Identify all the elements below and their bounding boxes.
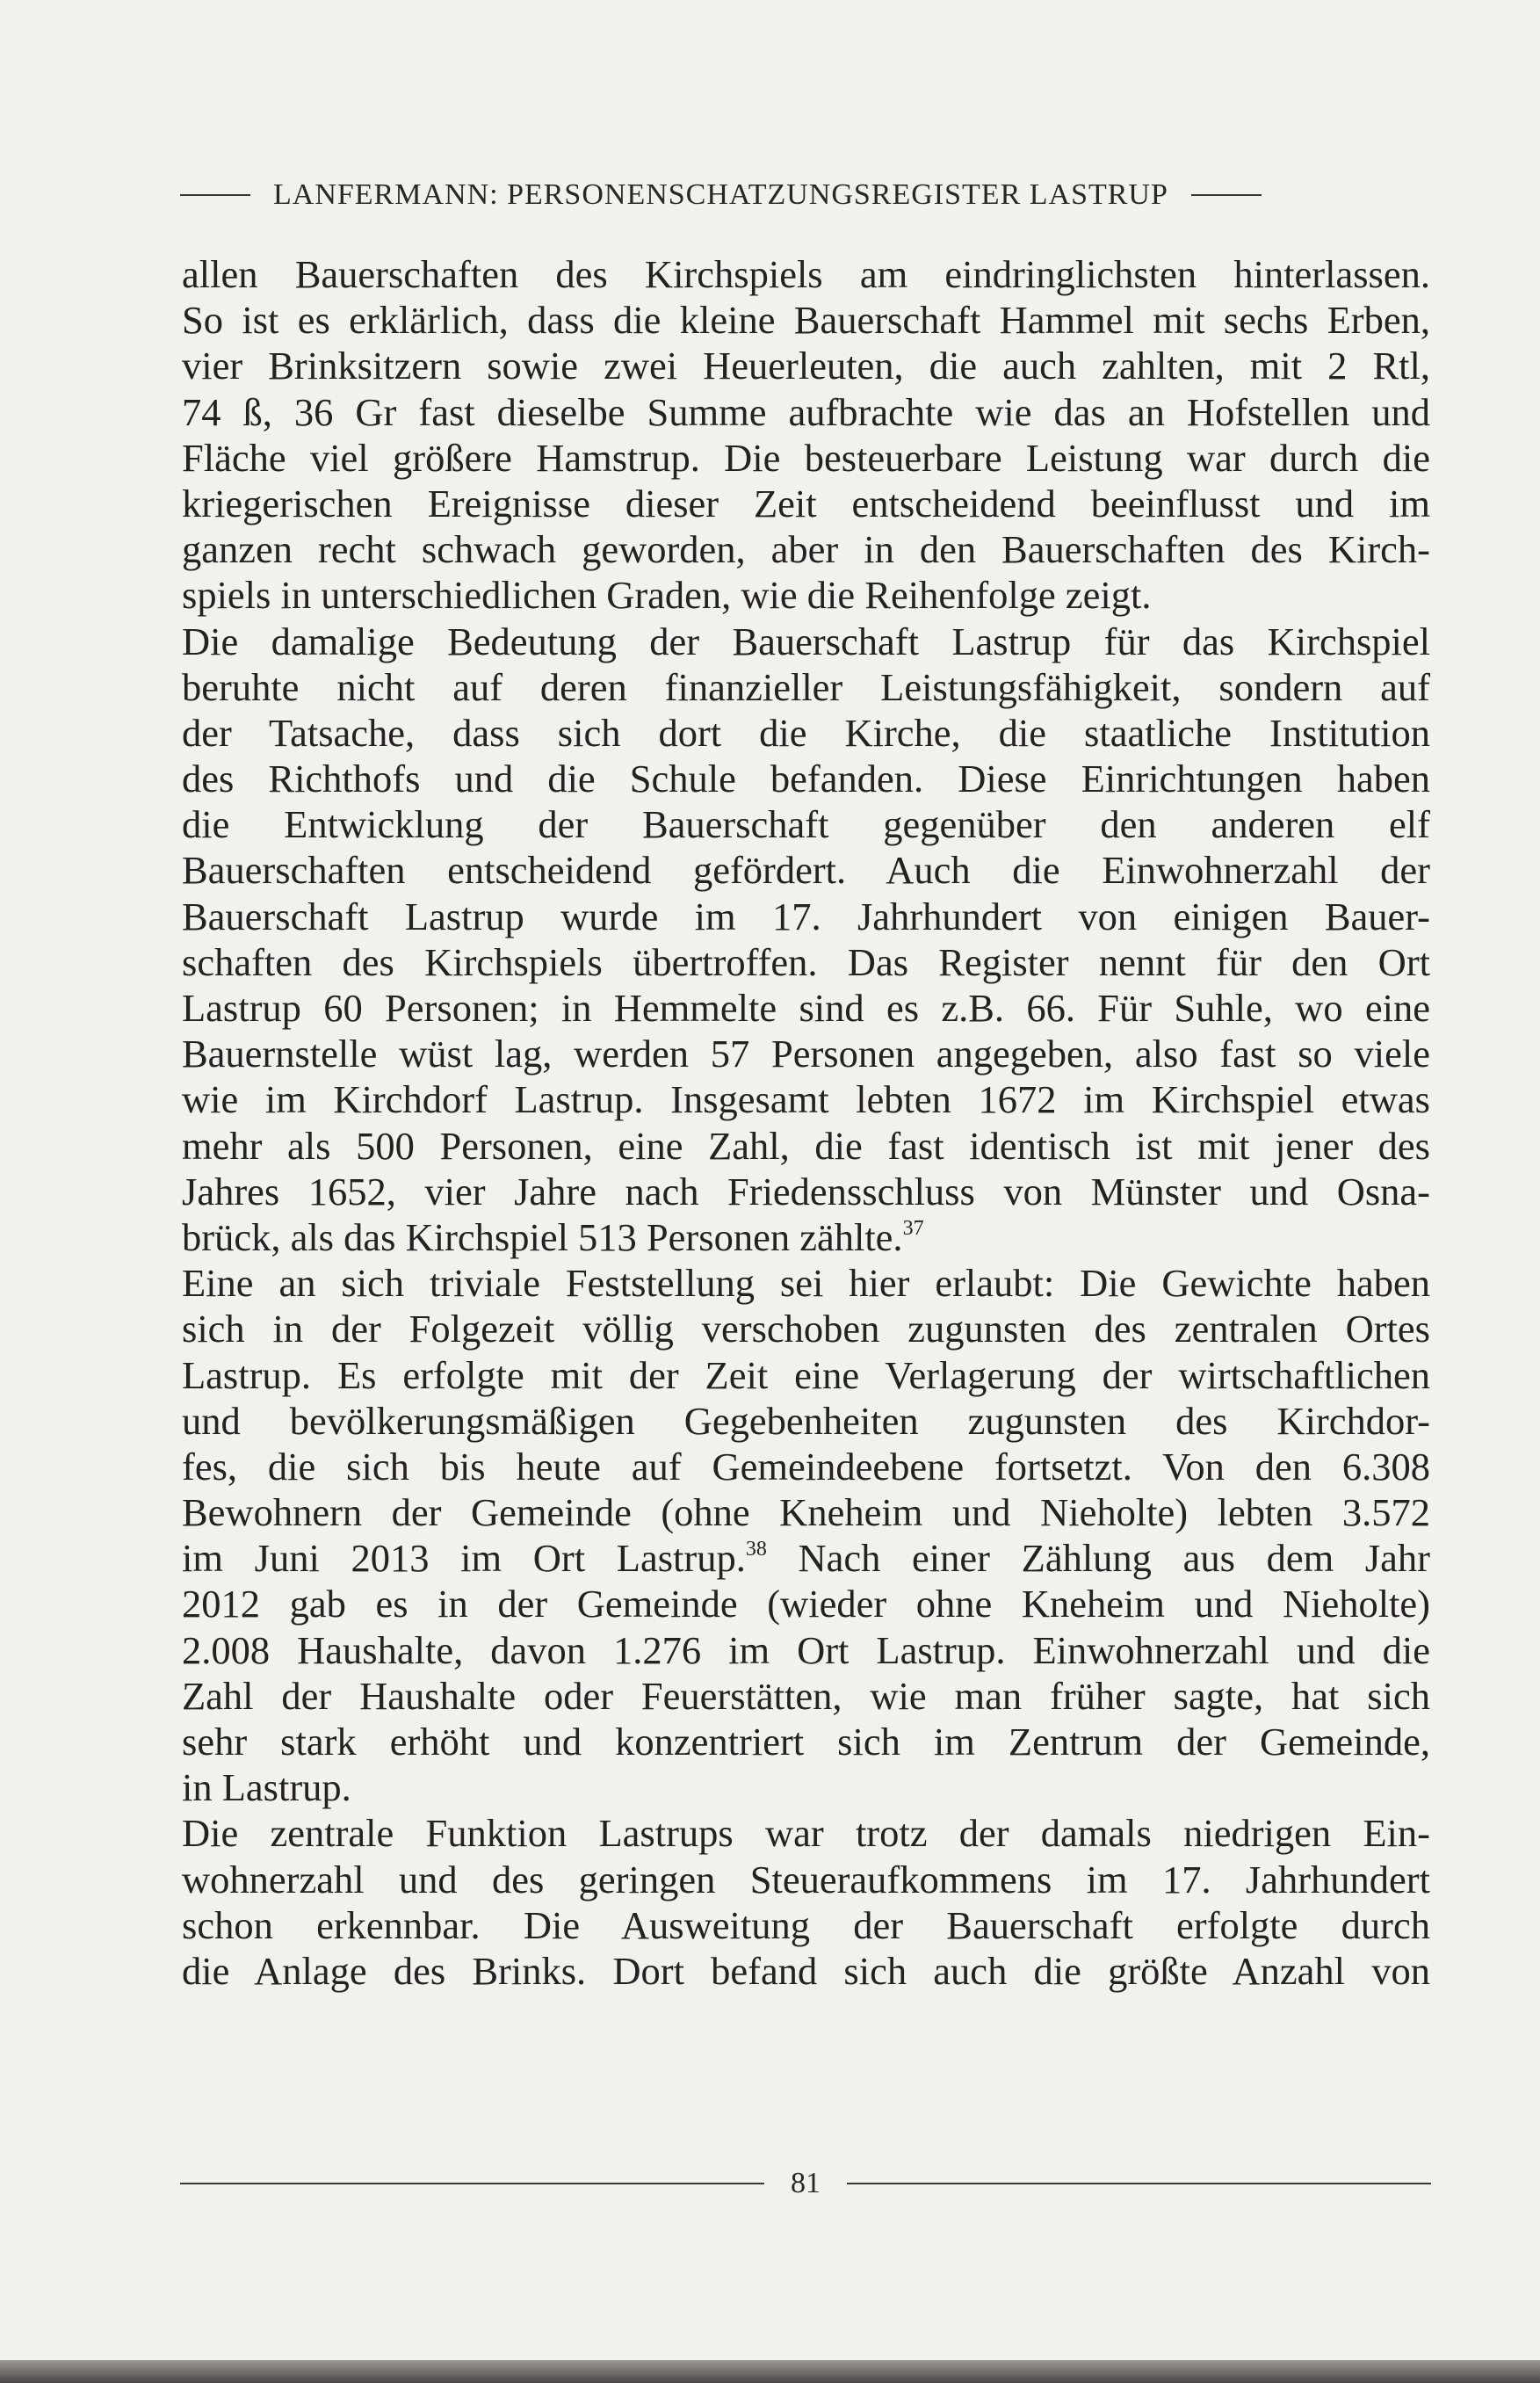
line-text: Bauerschaften entscheidend gefördert. Auch die Einwohnerzahl der	[182, 848, 1430, 893]
text-line	[182, 1902, 1430, 1948]
scan-bottom-edge	[0, 2360, 1540, 2383]
line-text: die Entwicklung der Bauerschaft gegenüber den anderen elf	[182, 802, 1430, 847]
line-text: die Anlage des Brinks. Dort befand sich auch die größte Anzahl von	[182, 1948, 1430, 1993]
line-text: Bauernstelle wüst lag, werden 57 Personen angegeben, also fast so viele	[182, 1032, 1430, 1076]
line-text: brück, als das Kirchspiel 513 Personen zählte.	[182, 1214, 903, 1259]
line-text: sehr stark erhöht und konzentriert sich im Zentrum der Gemeinde,	[182, 1720, 1430, 1764]
line-text: schon erkennbar. Die Ausweitung der Bauerschaft erfolgte durch	[182, 1902, 1430, 1947]
text-line	[182, 1076, 1430, 1122]
line-text: Bauerschaft Lastrup wurde im 17. Jahrhundert von einigen Bauer-	[182, 894, 1430, 938]
text-line	[182, 847, 1430, 893]
text-line	[182, 1123, 1430, 1169]
line-text: beruhte nicht auf deren finanzieller Leistungsfähigkeit, sondern auf	[182, 664, 1430, 709]
text-line	[182, 1948, 1430, 1994]
line-text: Bewohnern der Gemeinde (ohne Kneheim und Nieholte) lebten 3.572	[182, 1490, 1430, 1535]
text-line	[182, 939, 1430, 985]
text-line	[182, 1306, 1430, 1351]
line-text: der Tatsache, dass sich dort die Kirche, die staatliche Institution	[182, 710, 1430, 755]
text-line	[182, 710, 1430, 756]
line-text: So ist es erklärlich, dass die kleine Bauerschaft Hammel mit sechs Erben,	[182, 298, 1430, 343]
text-line	[182, 1535, 1430, 1581]
line-text: Fläche viel größere Hamstrup. Die besteuerbare Leistung war durch die	[182, 435, 1430, 480]
text-line	[182, 1810, 1430, 1856]
line-text: mehr als 500 Personen, eine Zahl, die fast identisch ist mit jener des	[182, 1123, 1430, 1168]
text-line	[182, 1260, 1430, 1306]
text-line	[182, 1627, 1430, 1673]
text-line	[182, 1673, 1430, 1719]
page-number: 81	[791, 2167, 821, 2199]
line-text: vier Brinksitzern sowie zwei Heuerleuten, die auch zahlten, mit 2 Rtl,	[182, 344, 1430, 388]
text-line	[182, 1214, 1430, 1260]
text-line	[182, 664, 1430, 710]
text-line	[182, 1764, 1430, 1810]
footnote-marker: 38	[745, 1538, 767, 1561]
line-text: 2012 gab es in der Gemeinde (wieder ohne Kneheim und Nieholte)	[182, 1582, 1430, 1626]
text-line	[182, 1581, 1430, 1626]
page-footer	[180, 2167, 1431, 2200]
text-line	[182, 1352, 1430, 1398]
text-line	[182, 1169, 1430, 1214]
text-line	[182, 526, 1430, 572]
line-text-after: Nach einer Zählung aus dem Jahr	[766, 1536, 1430, 1581]
running-title: LANFERMANN: PERSONENSCHATZUNGSREGISTER LASTRUP	[273, 178, 1168, 211]
line-text: ganzen recht schwach geworden, aber in den Bauerschaften des Kirch-	[182, 527, 1430, 572]
line-text: allen Bauerschaften des Kirchspiels am eindringlichsten hinterlassen.	[182, 252, 1430, 296]
footer-rule-left	[180, 2183, 764, 2184]
line-text: Eine an sich triviale Feststellung sei hier erlaubt: Die Gewichte haben	[182, 1261, 1430, 1306]
footnote-marker: 37	[902, 1216, 924, 1240]
header-rule-right	[1191, 194, 1262, 196]
text-line	[182, 1031, 1430, 1076]
text-line	[182, 1719, 1430, 1764]
line-text: Zahl der Haushalte oder Feuerstätten, wie man früher sagte, hat sich	[182, 1673, 1430, 1718]
line-text: und bevölkerungsmäßigen Gegebenheiten zugunsten des Kirchdor-	[182, 1398, 1430, 1443]
line-text: spiels in unterschiedlichen Graden, wie die Reihenfolge zeigt.	[182, 573, 1152, 618]
line-text: schaften des Kirchspiels übertroffen. Das Register nennt für den Ort	[182, 939, 1430, 984]
line-text: 74 ß, 36 Gr fast dieselbe Summe aufbrachte wie das an Hofstellen und	[182, 389, 1430, 434]
text-line	[182, 1489, 1430, 1535]
text-line	[182, 297, 1430, 343]
line-text: Lastrup 60 Personen; in Hemmelte sind es z.B. 66. Für Suhle, wo eine	[182, 986, 1430, 1030]
text-line	[182, 1857, 1430, 1902]
line-text: in Lastrup.	[182, 1765, 351, 1810]
line-text: Lastrup. Es erfolgte mit der Zeit eine Verlagerung der wirtschaftlichen	[182, 1352, 1430, 1397]
text-line	[182, 389, 1430, 435]
text-line	[182, 343, 1430, 388]
text-line	[182, 1444, 1430, 1489]
body-text	[182, 251, 1430, 1994]
line-text: im Juni 2013 im Ort Lastrup.	[182, 1536, 746, 1581]
line-text: wohnerzahl und des geringen Steueraufkommens im 17. Jahrhundert	[182, 1857, 1430, 1901]
text-line	[182, 1398, 1430, 1444]
text-line	[182, 572, 1430, 618]
line-text: Die damalige Bedeutung der Bauerschaft Lastrup für das Kirchspiel	[182, 619, 1430, 663]
line-text: wie im Kirchdorf Lastrup. Insgesamt lebten 1672 im Kirchspiel etwas	[182, 1077, 1430, 1122]
line-text: kriegerischen Ereignisse dieser Zeit entscheidend beeinflusst und im	[182, 481, 1430, 525]
line-text: fes, die sich bis heute auf Gemeindeebene fortsetzt. Von den 6.308	[182, 1444, 1430, 1488]
text-line	[182, 894, 1430, 939]
header-rule-left	[180, 194, 250, 196]
running-header	[180, 178, 1428, 212]
line-text: Jahres 1652, vier Jahre nach Friedensschluss von Münster und Osna-	[182, 1169, 1430, 1213]
text-line	[182, 756, 1430, 801]
text-line	[182, 435, 1430, 481]
text-line	[182, 251, 1430, 297]
text-line	[182, 481, 1430, 526]
text-line	[182, 801, 1430, 847]
text-line	[182, 985, 1430, 1031]
text-line	[182, 619, 1430, 664]
line-text: 2.008 Haushalte, davon 1.276 im Ort Lastrup. Einwohnerzahl und die	[182, 1627, 1430, 1672]
line-text: sich in der Folgezeit völlig verschoben zugunsten des zentralen Ortes	[182, 1307, 1430, 1351]
line-text: Die zentrale Funktion Lastrups war trotz der damals niedrigen Ein-	[182, 1811, 1430, 1856]
footer-rule-right	[847, 2183, 1431, 2184]
line-text: des Richthofs und die Schule befanden. Diese Einrichtungen haben	[182, 757, 1430, 801]
